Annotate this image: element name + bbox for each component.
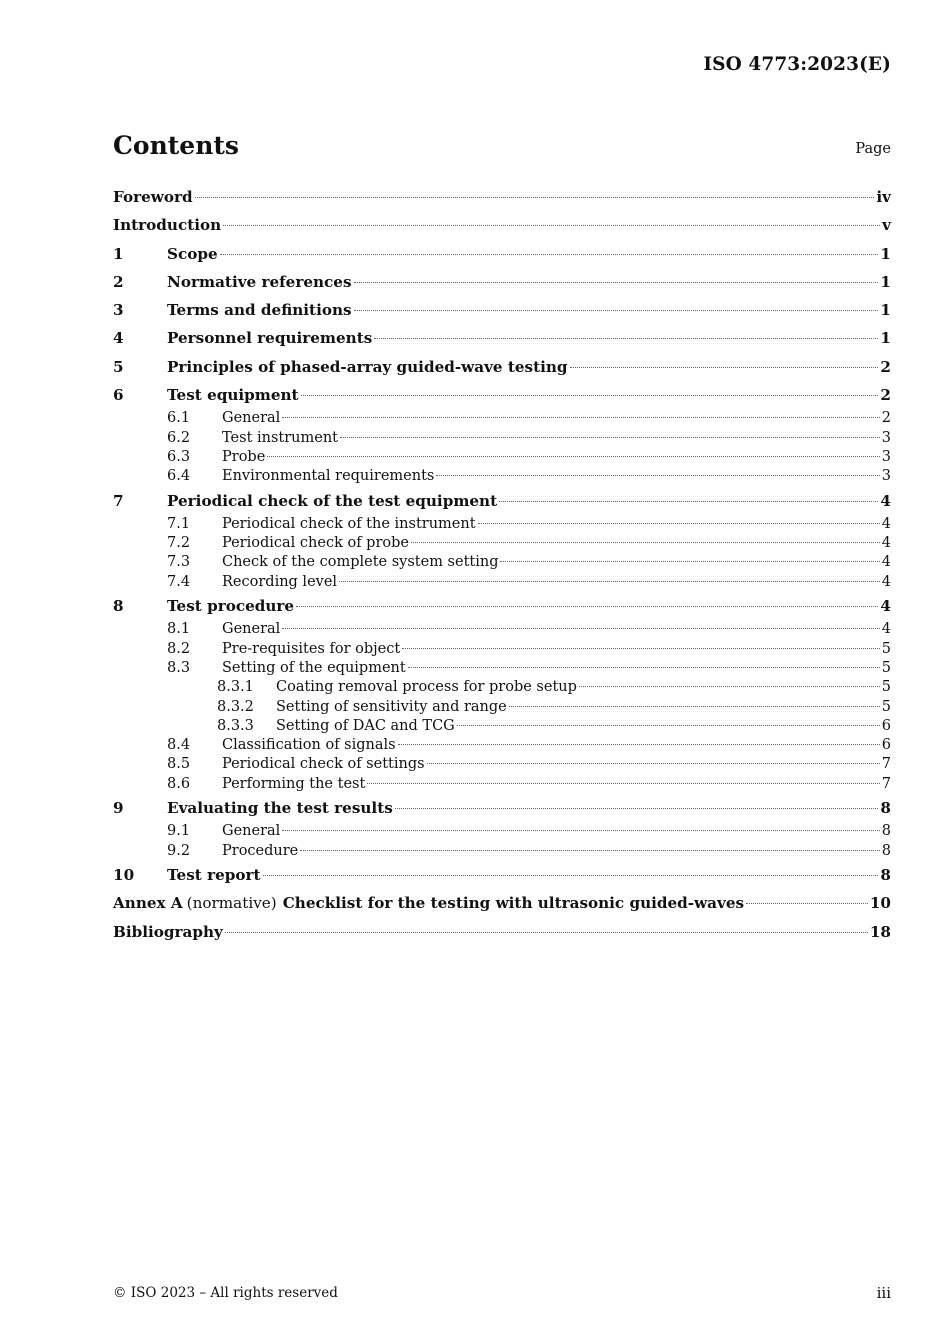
toc-entry[interactable] <box>113 534 891 553</box>
toc-entry-page-number: 4 <box>881 535 891 552</box>
dot-leader <box>427 763 880 764</box>
toc-entry-number: 9.2 <box>167 842 191 859</box>
toc-entry[interactable] <box>113 620 891 639</box>
dot-leader <box>398 744 880 745</box>
toc-entry-number: 7 <box>113 491 124 510</box>
dot-leader <box>267 456 879 457</box>
toc-entry-number: 8.2 <box>167 640 191 657</box>
toc-entry-page-number: 4 <box>881 621 891 638</box>
toc-entry[interactable] <box>113 573 891 592</box>
toc-entry-title: Setting of the equipment <box>222 659 406 676</box>
toc-entry-title: Setting of DAC and TCG <box>276 717 455 734</box>
toc-entry-title: Terms and definitions <box>167 301 352 320</box>
toc-entry-page-number: 4 <box>881 573 891 590</box>
dot-leader <box>300 850 880 851</box>
toc-entry-title: Foreword <box>113 188 193 206</box>
toc-entry-page-number: 2 <box>880 386 891 405</box>
toc-entry-page-number: 3 <box>881 468 891 485</box>
toc-entry-number: 10 <box>113 865 135 884</box>
toc-entry[interactable] <box>113 324 891 352</box>
dot-leader <box>220 254 879 255</box>
toc-entry-page-number: 8 <box>881 842 891 859</box>
toc-entry-number: 8.3.2 <box>217 698 254 715</box>
toc-entry-page-number: v <box>882 216 891 235</box>
dot-leader <box>457 725 880 726</box>
toc-entry[interactable] <box>113 678 891 697</box>
toc-entry-title: Test instrument <box>222 429 339 446</box>
toc-entry[interactable] <box>113 268 891 296</box>
toc-entry-title: Pre-requisites for object <box>222 640 401 657</box>
bibliography-page-number: 18 <box>869 922 891 941</box>
toc-entry-page-number: 4 <box>880 597 891 616</box>
toc-entry-number: 1 <box>113 244 124 263</box>
toc-entry-page-number: 2 <box>881 410 891 427</box>
toc-entry[interactable] <box>113 698 891 717</box>
toc-entry-number: 9.1 <box>167 823 191 840</box>
toc-entry-page-number: 1 <box>880 329 891 348</box>
dot-leader <box>282 417 879 418</box>
page-column-label: Page <box>855 141 891 157</box>
toc-entry[interactable] <box>113 467 891 486</box>
dot-leader <box>478 523 880 524</box>
toc-entry-page-number: 5 <box>881 679 891 696</box>
toc-entry-annex-a[interactable] <box>113 889 891 917</box>
toc-entry-number: 8.5 <box>167 756 191 773</box>
dot-leader <box>354 282 879 283</box>
toc-entry-number: 8.3.1 <box>217 679 254 696</box>
toc-entry[interactable] <box>113 736 891 755</box>
toc-entry[interactable] <box>113 183 891 211</box>
toc-entry-page-number: 7 <box>881 756 891 773</box>
toc-entry[interactable] <box>113 794 891 822</box>
toc-entry-title: Performing the test <box>222 775 366 792</box>
toc-entry-title: General <box>222 621 281 638</box>
table-of-contents <box>113 183 891 946</box>
dot-leader <box>282 628 879 629</box>
toc-entry-page-number: iv <box>876 188 891 206</box>
toc-entry-title: Introduction <box>113 216 222 235</box>
toc-entry[interactable] <box>113 429 891 448</box>
toc-entry-title: Test report <box>167 865 261 884</box>
dot-leader <box>436 475 879 476</box>
dot-leader <box>301 395 879 396</box>
toc-entry-title: Periodical check of the test equipment <box>167 491 498 510</box>
toc-entry-title: Setting of sensitivity and range <box>276 698 507 715</box>
toc-entry-page-number: 3 <box>881 429 891 446</box>
toc-entry-page-number: 7 <box>881 775 891 792</box>
toc-entry-number: 6.2 <box>167 429 191 446</box>
annex-normative-note: (normative) <box>186 894 277 913</box>
toc-entry-title: General <box>222 410 281 427</box>
annex-page-number: 10 <box>869 894 891 913</box>
toc-entry-title: Evaluating the test results <box>167 799 393 818</box>
toc-entry-number: 6.1 <box>167 410 191 427</box>
toc-entry-number: 9 <box>113 799 124 818</box>
toc-entry[interactable] <box>113 842 891 861</box>
toc-entry-number: 3 <box>113 301 124 320</box>
dot-leader <box>374 338 878 339</box>
toc-entry-page-number: 5 <box>881 698 891 715</box>
toc-entry-number: 8.3 <box>167 659 191 676</box>
toc-entry-title: Periodical check of the instrument <box>222 515 476 532</box>
toc-entry[interactable] <box>113 822 891 841</box>
toc-entry-title: Normative references <box>167 272 352 291</box>
annex-label: Annex A <box>113 894 183 913</box>
toc-entry-number: 4 <box>113 329 124 348</box>
toc-entry-number: 6.4 <box>167 468 191 485</box>
toc-entry[interactable] <box>113 515 891 534</box>
toc-entry-page-number: 1 <box>880 301 891 320</box>
toc-entry[interactable] <box>113 861 891 889</box>
toc-entry-page-number: 8 <box>880 865 891 884</box>
toc-entry-title: Probe <box>222 448 266 465</box>
toc-entry[interactable] <box>113 717 891 736</box>
toc-entry-title: Check of the complete system setting <box>222 554 499 571</box>
dot-leader <box>225 932 868 933</box>
toc-entry[interactable] <box>113 409 891 428</box>
dot-leader <box>509 706 880 707</box>
dot-leader <box>354 310 879 311</box>
toc-entry[interactable] <box>113 381 891 409</box>
toc-entry-page-number: 1 <box>880 272 891 291</box>
toc-entry-number: 7.2 <box>167 535 191 552</box>
annex-title: Checklist for the testing with ultrasonic guided-waves <box>282 894 745 913</box>
toc-entry-page-number: 6 <box>881 717 891 734</box>
toc-entry-title: Test procedure <box>167 597 295 616</box>
dot-leader <box>282 830 879 831</box>
toc-entry[interactable] <box>113 353 891 381</box>
toc-entry[interactable] <box>113 487 891 515</box>
toc-entry-title: Environmental requirements <box>222 468 435 485</box>
toc-entry-page-number: 5 <box>881 659 891 676</box>
toc-entry-title: Coating removal process for probe setup <box>276 679 577 696</box>
toc-entry[interactable] <box>113 240 891 268</box>
toc-entry-number: 7.4 <box>167 573 191 590</box>
footer-page-number: iii <box>876 1284 891 1302</box>
toc-entry-number: 7.1 <box>167 515 191 532</box>
dot-leader <box>339 581 880 582</box>
toc-entry-title: Scope <box>167 244 218 263</box>
toc-entry-number: 6 <box>113 386 124 405</box>
toc-entry-number: 5 <box>113 357 124 376</box>
toc-entry-page-number: 5 <box>881 640 891 657</box>
dot-leader <box>499 501 878 502</box>
toc-entry-number: 6.3 <box>167 448 191 465</box>
toc-entry-title: Periodical check of settings <box>222 756 425 773</box>
dot-leader <box>223 225 880 226</box>
toc-entry-title: Classification of signals <box>222 737 396 754</box>
toc-entry-page-number: 3 <box>881 448 891 465</box>
toc-entry-number: 8.1 <box>167 621 191 638</box>
toc-entry[interactable] <box>113 448 891 467</box>
toc-entry-title: Personnel requirements <box>167 329 373 348</box>
toc-entry[interactable] <box>113 775 891 794</box>
toc-entry-number: 7.3 <box>167 554 191 571</box>
toc-entry-page-number: 8 <box>880 799 891 818</box>
toc-entry[interactable] <box>113 296 891 324</box>
toc-entry-bibliography[interactable] <box>113 918 891 946</box>
document-id: ISO 4773:2023(E) <box>703 54 891 75</box>
contents-title: Contents <box>113 131 240 160</box>
toc-entry-number: 8.6 <box>167 775 191 792</box>
toc-entry-number: 8 <box>113 597 124 616</box>
toc-entry-title: Test equipment <box>167 386 299 405</box>
dot-leader <box>408 667 880 668</box>
dot-leader <box>195 197 875 198</box>
toc-entry-number: 2 <box>113 272 124 291</box>
dot-leader <box>746 903 868 904</box>
bibliography-title: Bibliography <box>113 922 223 941</box>
dot-leader <box>402 648 880 649</box>
toc-entry-number: 8.3.3 <box>217 717 254 734</box>
toc-entry[interactable] <box>113 659 891 678</box>
toc-entry-title: Principles of phased-array guided-wave testing <box>167 357 568 376</box>
toc-entry-page-number: 4 <box>881 515 891 532</box>
toc-entry[interactable] <box>113 592 891 620</box>
dot-leader <box>500 561 879 562</box>
toc-entry-page-number: 6 <box>881 737 891 754</box>
toc-entry-page-number: 4 <box>881 554 891 571</box>
toc-entry[interactable] <box>113 640 891 659</box>
dot-leader <box>570 367 879 368</box>
toc-entry-title: Procedure <box>222 842 299 859</box>
toc-entry[interactable] <box>113 755 891 774</box>
dot-leader <box>263 875 879 876</box>
toc-entry[interactable] <box>113 553 891 572</box>
toc-entry-number: 8.4 <box>167 737 191 754</box>
dot-leader <box>395 808 879 809</box>
toc-entry-page-number: 2 <box>880 357 891 376</box>
toc-entry-title: General <box>222 823 281 840</box>
toc-entry-title: Periodical check of probe <box>222 535 409 552</box>
toc-entry[interactable] <box>113 211 891 239</box>
dot-leader <box>579 686 880 687</box>
dot-leader <box>340 437 880 438</box>
footer-copyright: © ISO 2023 – All rights reserved <box>113 1285 338 1301</box>
toc-entry-page-number: 1 <box>880 244 891 263</box>
toc-entry-page-number: 8 <box>881 823 891 840</box>
toc-entry-page-number: 4 <box>880 491 891 510</box>
dot-leader <box>296 606 878 607</box>
dot-leader <box>411 542 880 543</box>
dot-leader <box>367 783 879 784</box>
toc-entry-title: Recording level <box>222 573 338 590</box>
